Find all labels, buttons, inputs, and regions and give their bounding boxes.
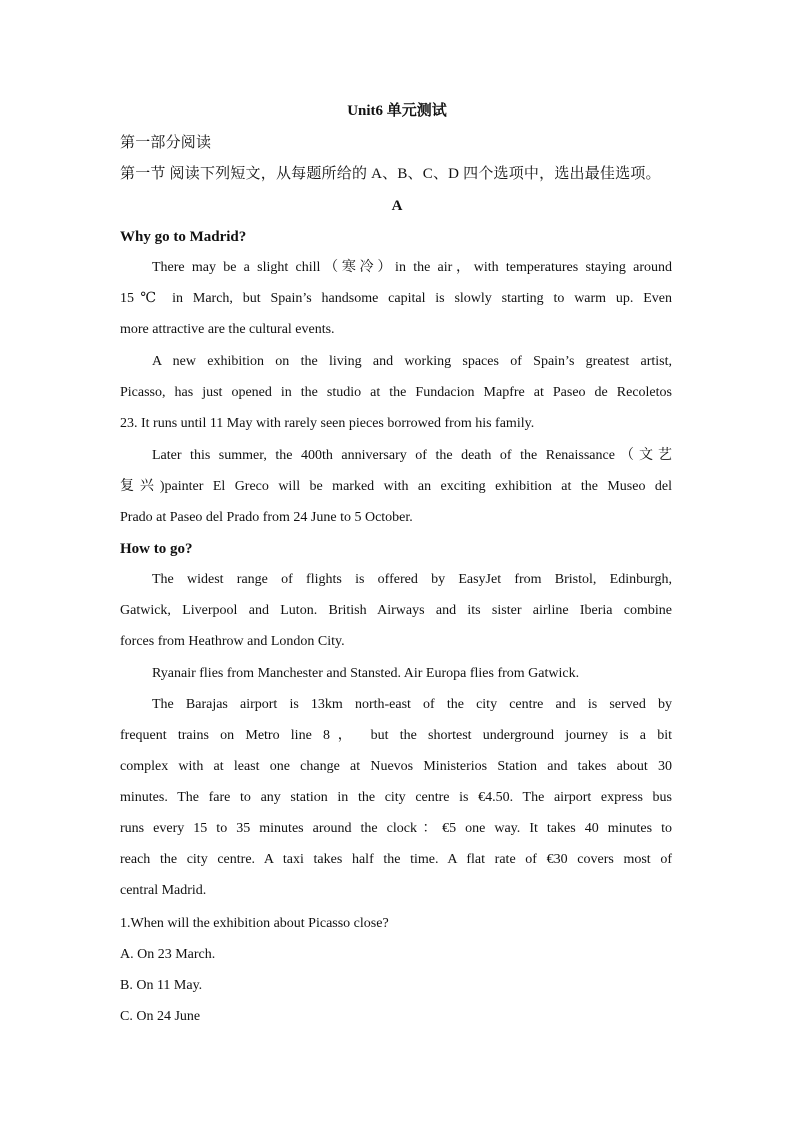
paragraph-line: Gatwick, Liverpool and Luton. British Airways and its sister airline Iberia combine [120, 603, 672, 618]
paragraph-line: 15℃ in March, but Spain’s handsome capital is slowly starting to warm up. Even [120, 291, 672, 306]
paragraph-6 [120, 689, 672, 906]
answer-option-a[interactable]: A. On 23 March. [120, 947, 216, 962]
passage-heading-why: Why go to Madrid? [120, 229, 247, 245]
paragraph-line: frequent trains on Metro line 8， but the shortest underground journey is a bit [120, 728, 672, 743]
passage-heading-how: How to go? [120, 541, 193, 557]
paragraph-line: minutes. The fare to any station in the city centre is €4.50. The airport express bus [120, 790, 672, 805]
paragraph-2 [120, 346, 672, 439]
paragraph-4 [120, 564, 672, 657]
paragraph-line: 23. It runs until 11 May with rarely seen pieces borrowed from his family. [120, 416, 535, 431]
paragraph-3 [120, 440, 672, 533]
paragraph-line: The widest range of flights is offered by EasyJet from Bristol, Edinburgh, [152, 572, 672, 587]
document-title: Unit6 单元测试 [347, 103, 447, 119]
paragraph-line: Ryanair flies from Manchester and Stansted. Air Europa flies from Gatwick. [152, 666, 580, 681]
paragraph-line: more attractive are the cultural events. [120, 322, 335, 337]
section-instruction: 第一节 阅读下列短文，从每题所给的 A、B、C、D 四个选项中，选出最佳选项。 [120, 166, 661, 182]
paragraph-1 [120, 252, 672, 345]
paragraph-5 [120, 658, 672, 689]
paragraph-line: Later this summer, the 400th anniversary of the death of the Renaissance（文艺 [152, 448, 672, 463]
part-heading: 第一部分阅读 [120, 135, 212, 151]
paragraph-line: runs every 15 to 35 minutes around the clock：€5 one way. It takes 40 minutes to [120, 821, 672, 836]
paragraph-line: reach the city centre. A taxi takes half the time. A flat rate of €30 covers most of [120, 852, 672, 867]
answer-option-c[interactable]: C. On 24 June [120, 1009, 201, 1024]
answer-option-b[interactable]: B. On 11 May. [120, 978, 203, 993]
paragraph-line: central Madrid. [120, 883, 207, 898]
paragraph-line: The Barajas airport is 13km north-east of the city centre and is served by [152, 697, 672, 712]
paragraph-line: forces from Heathrow and London City. [120, 634, 345, 649]
question-stem: 1.When will the exhibition about Picasso close? [120, 916, 389, 931]
paragraph-line: 复兴)painter El Greco will be marked with an exciting exhibition at the Museo del [120, 479, 672, 494]
paragraph-line: Prado at Paseo del Prado from 24 June to 5 October. [120, 510, 413, 525]
paragraph-line: A new exhibition on the living and working spaces of Spain’s greatest artist, [152, 354, 672, 369]
paragraph-line: Picasso, has just opened in the studio at the Fundacion Mapfre at Paseo de Recoletos [120, 385, 672, 400]
paragraph-line: complex with at least one change at Nuevos Ministerios Station and takes about 30 [120, 759, 672, 774]
passage-label: A [391, 198, 403, 214]
paragraph-line: There may be a slight chill（寒冷）in the air，with temperatures staying around [152, 260, 672, 275]
